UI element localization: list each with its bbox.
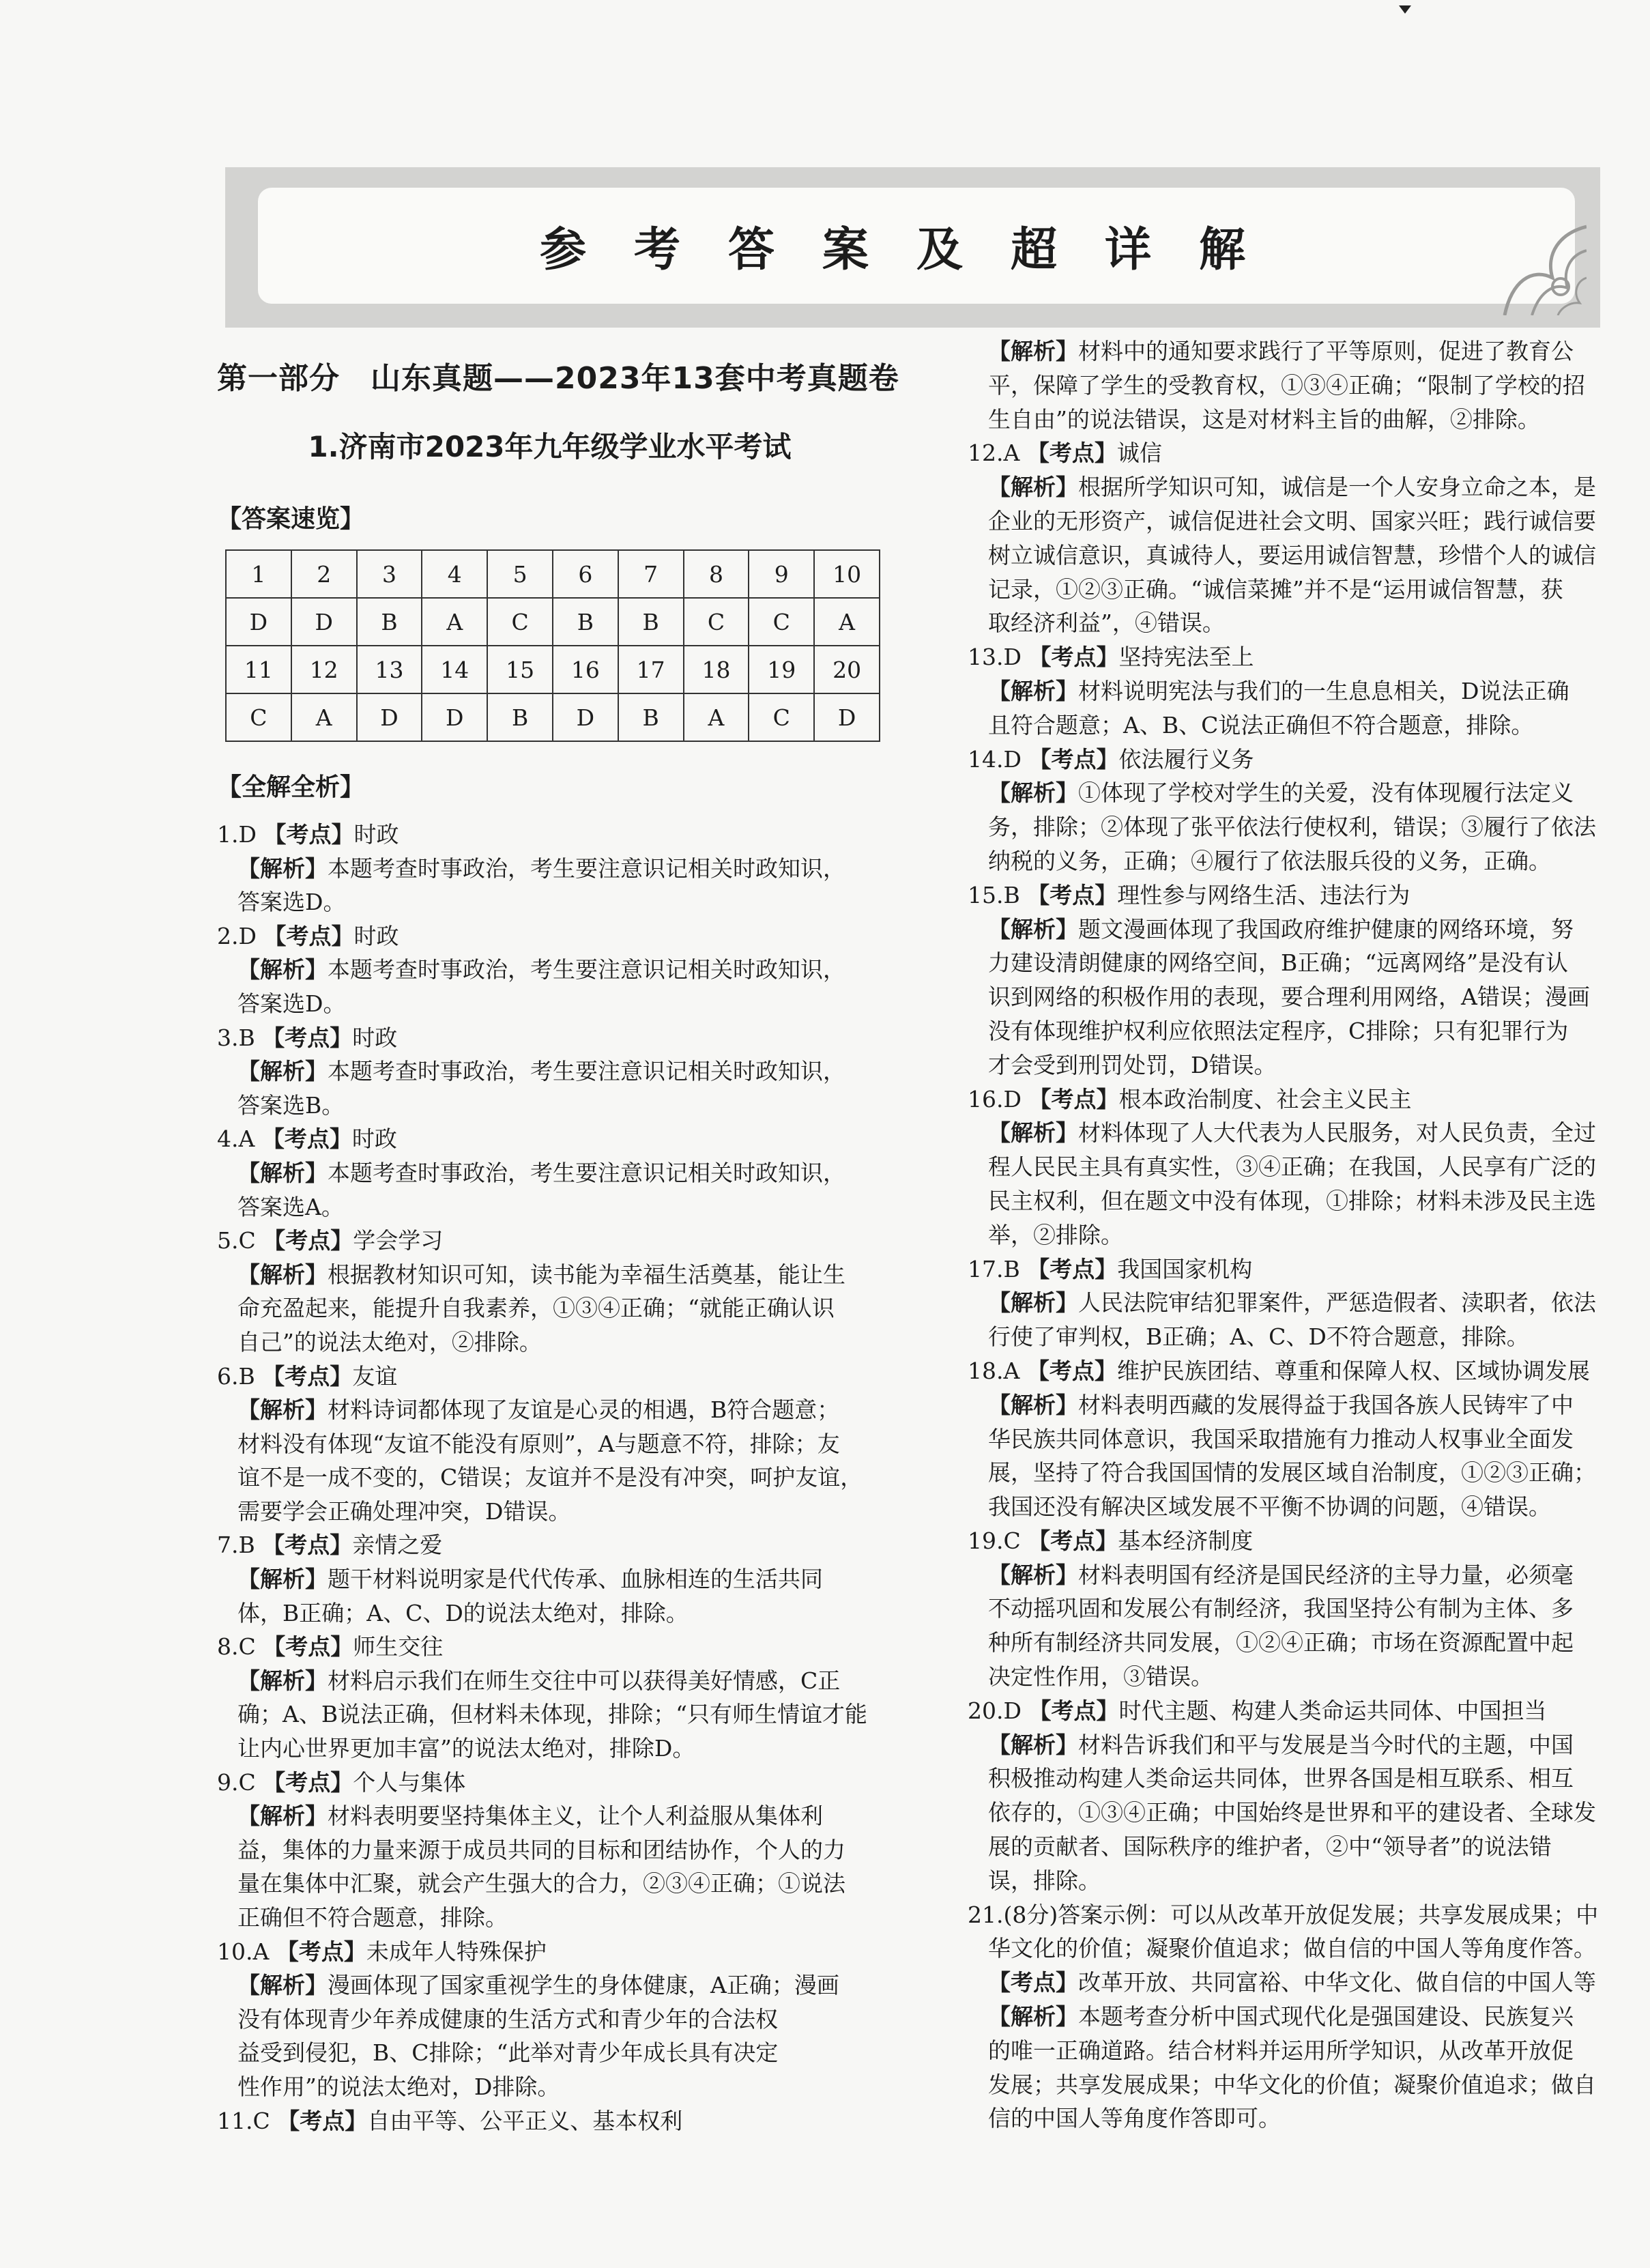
answer-table-row [226, 598, 880, 646]
answer-table-cell: B [487, 693, 553, 741]
analysis-line: 纳税的义务，正确；④履行了依法服兵役的义务，正确。 [988, 847, 1551, 874]
analysis-line: 8.C 【考点】师生交往 [217, 1633, 444, 1661]
analysis-line: 行使了审判权，B正确；A、C、D不符合题意，排除。 [988, 1323, 1529, 1351]
answer-table [225, 549, 880, 742]
analysis-line: 量在集体中汇聚，就会产生强大的合力，②③④正确；①说法 [237, 1870, 845, 1897]
analysis-line: 依存的，①③④正确；中国始终是世界和平的建设者、全球发 [988, 1799, 1596, 1826]
answer-table-cell: 7 [618, 550, 684, 598]
analysis-line: 【解析】材料告诉我们和平与发展是当今时代的主题，中国 [988, 1731, 1574, 1758]
answer-table-cell: C [487, 598, 553, 646]
answer-table-cell: D [814, 693, 880, 741]
answer-table-cell: 20 [814, 646, 880, 693]
analysis-line: 【解析】本题考查时事政治，考生要注意识记相关时政知识， [237, 1159, 845, 1186]
answer-table-cell: C [684, 598, 749, 646]
analysis-line: 答案选D。 [237, 889, 346, 916]
analysis-line: 发展；共享发展成果；中华文化的价值；凝聚价值追求；做自 [988, 2071, 1596, 2098]
analysis-line: 【解析】材料体现了人大代表为人民服务，对人民负责，全过 [988, 1119, 1596, 1147]
analysis-line: 答案选B。 [237, 1091, 345, 1119]
analysis-line: 【解析】材料诗词都体现了友谊是心灵的相遇，B符合题意； [237, 1396, 840, 1424]
answer-table-cell: 3 [357, 550, 422, 598]
answer-table-cell: C [749, 693, 814, 741]
answer-table-cell: 2 [291, 550, 357, 598]
analysis-line: 【解析】根据教材知识可知，读书能为幸福生活奠基，能让生 [237, 1261, 845, 1288]
exam-title: 1.济南市2023年九年级学业水平考试 [308, 430, 792, 463]
analysis-line: 19.C 【考点】基本经济制度 [968, 1527, 1254, 1554]
analysis-line: 展的贡献者、国际秩序的维护者，②中“领导者”的说法错 [988, 1833, 1552, 1861]
analysis-line: 才会受到刑罚处罚，D错误。 [988, 1051, 1277, 1078]
analysis-line: 误，排除。 [988, 1867, 1101, 1894]
analysis-line: 性作用”的说法太绝对，D排除。 [237, 2073, 560, 2100]
analysis-line: 11.C 【考点】自由平等、公平正义、基本权利 [217, 2107, 683, 2134]
analysis-line: 我国还没有解决区域发展不平衡不协调的问题，④错误。 [988, 1493, 1551, 1521]
answer-table-cell: 5 [487, 550, 553, 598]
analysis-line: 16.D 【考点】根本政治制度、社会主义民主 [968, 1085, 1412, 1113]
analysis-line: 种所有制经济共同发展，①②④正确；市场在资源配置中起 [988, 1629, 1574, 1656]
answer-table-cell: 17 [618, 646, 684, 693]
analysis-line: 【解析】材料表明要坚持集体主义，让个人利益服从集体利 [237, 1803, 823, 1830]
analysis-line: 10.A 【考点】未成年人特殊保护 [217, 1938, 547, 1965]
analysis-line: 树立诚信意识，真诚待人，要运用诚信智慧，珍惜个人的诚信 [988, 541, 1596, 569]
analysis-line: 18.A 【考点】维护民族团结、尊重和保障人权、区域协调发展 [968, 1357, 1590, 1384]
analysis-line: 21.(8分)答案示例：可以从改革开放促发展；共享发展成果；中 [968, 1901, 1599, 1928]
analysis-line: 力建设清朗健康的网络空间，B正确；“远离网络”是没有认 [988, 949, 1568, 977]
analysis-line: 自己”的说法太绝对，②排除。 [237, 1328, 542, 1355]
analysis-line: 让内心世界更加丰富”的说法太绝对，排除D。 [237, 1735, 695, 1762]
answer-table-cell: 1 [226, 550, 291, 598]
analysis-line: 确；A、B说法正确，但材料未体现，排除；“只有师生情谊才能 [237, 1701, 867, 1728]
answer-table-cell: 8 [684, 550, 749, 598]
answer-table-cell: D [357, 693, 422, 741]
left-analysis-text [217, 818, 882, 2138]
analysis-line: 14.D 【考点】依法履行义务 [968, 745, 1254, 773]
analysis-line: 13.D 【考点】坚持宪法至上 [968, 644, 1254, 671]
analysis-line: 民主权利，但在题文中没有体现，①排除；材料未涉及民主选 [988, 1187, 1596, 1214]
analysis-line: 举，②排除。 [988, 1221, 1123, 1248]
analysis-line: 益，集体的力量来源于成员共同的目标和团结协作，个人的力 [237, 1836, 845, 1863]
answer-table-cell: A [291, 693, 357, 741]
answer-table-cell: 15 [487, 646, 553, 693]
analysis-line: 平，保障了学生的受教育权，①③④正确；“限制了学校的招 [988, 371, 1585, 399]
answer-table-cell: D [226, 598, 291, 646]
analysis-line: 没有体现青少年养成健康的生活方式和青少年的合法权 [237, 2005, 778, 2033]
analysis-line: 答案选A。 [237, 1193, 344, 1220]
analysis-line: 9.C 【考点】个人与集体 [217, 1768, 466, 1796]
answer-table-cell: 11 [226, 646, 291, 693]
analysis-line: 4.A 【考点】时政 [217, 1125, 397, 1153]
answer-table-cell: B [618, 693, 684, 741]
analysis-line: 【解析】材料表明国有经济是国民经济的主导力量，必须毫 [988, 1561, 1574, 1588]
answer-overview-label: 【答案速览】 [217, 505, 365, 533]
analysis-line: 【解析】根据所学知识可知，诚信是一个人安身立命之本，是 [988, 474, 1596, 501]
part-title: 第一部分 山东真题——2023年13套中考真题卷 [217, 361, 899, 396]
analysis-line: 益受到侵犯，B、C排除；“此举对青少年成长具有决定 [237, 2039, 779, 2067]
analysis-line: 谊不是一成不变的，C错误；友谊并不是没有冲突，呵护友谊， [237, 1464, 863, 1491]
answer-table-cell: 13 [357, 646, 422, 693]
analysis-line: 取经济利益”，④错误。 [988, 609, 1225, 637]
analysis-line: 记录，①②③正确。“诚信菜摊”并不是“运用诚信智慧，获 [988, 575, 1563, 603]
answer-table-cell: 12 [291, 646, 357, 693]
analysis-line: 12.A 【考点】诚信 [968, 440, 1162, 467]
answer-table-row [226, 550, 880, 598]
analysis-line: 企业的无形资产，诚信促进社会文明、国家兴旺；践行诚信要 [988, 507, 1596, 534]
analysis-line: 决定性作用，③错误。 [988, 1663, 1213, 1691]
analysis-line: 体，B正确；A、C、D的说法太绝对，排除。 [237, 1599, 689, 1626]
right-column [968, 334, 1606, 2136]
analysis-line: 【解析】题干材料说明家是代代传承、血脉相连的生活共同 [237, 1566, 823, 1593]
page-title: 参考答案及超详解 [539, 223, 1293, 277]
analysis-line: 【解析】漫画体现了国家重视学生的身体健康，A正确；漫画 [237, 1972, 839, 1999]
analysis-line: 不动摇巩固和发展公有制经济，我国坚持公有制为主体、多 [988, 1595, 1574, 1622]
answer-table-row [226, 693, 880, 741]
answer-table-cell: D [291, 598, 357, 646]
answer-table-cell: 16 [553, 646, 618, 693]
answer-table-cell: C [749, 598, 814, 646]
analysis-line: 【解析】材料说明宪法与我们的一生息息相关，D说法正确 [988, 677, 1569, 704]
analysis-line: 华民族共同体意识，我国采取措施有力推动人权事业全面发 [988, 1425, 1574, 1452]
analysis-line: 2.D 【考点】时政 [217, 922, 399, 949]
analysis-line: 20.D 【考点】时代主题、构建人类命运共同体、中国担当 [968, 1697, 1547, 1724]
analysis-line: 【考点】改革开放、共同富裕、中华文化、做自信的中国人等 [988, 1969, 1596, 1996]
analysis-line: 【解析】题文漫画体现了我国政府维护健康的网络环境，努 [988, 915, 1574, 943]
title-banner-inner [258, 188, 1575, 304]
analysis-line: 【解析】人民法院审结犯罪案件，严惩造假者、渎职者，依法 [988, 1289, 1596, 1317]
analysis-line: 【解析】①体现了学校对学生的关爱，没有体现履行法定义 [988, 779, 1574, 807]
analysis-line: 程人民民主具有真实性，③④正确；在我国，人民享有广泛的 [988, 1153, 1596, 1181]
full-analysis-label: 【全解全析】 [217, 773, 365, 801]
answer-table-cell: D [422, 693, 487, 741]
analysis-line: 1.D 【考点】时政 [217, 821, 399, 848]
answer-table-cell: 10 [814, 550, 880, 598]
analysis-line: 7.B 【考点】亲情之爱 [217, 1532, 443, 1559]
analysis-line: 积极推动构建人类命运共同体，世界各国是相互联系、相互 [988, 1765, 1574, 1792]
answer-table-cell: B [618, 598, 684, 646]
analysis-line: 需要学会正确处理冲突，D错误。 [237, 1497, 571, 1525]
title-banner [225, 167, 1600, 328]
analysis-line: 【解析】材料表明西藏的发展得益于我国各族人民铸牢了中 [988, 1391, 1574, 1418]
analysis-line: 的唯一正确道路。结合材料并运用所学知识，从改革开放促 [988, 2037, 1574, 2064]
analysis-line: 【解析】材料启示我们在师生交往中可以获得美好情感，C正 [237, 1667, 841, 1694]
answer-table-cell: B [357, 598, 422, 646]
analysis-line: 命充盈起来，能提升自我素养，①③④正确；“就能正确认识 [237, 1295, 835, 1322]
analysis-line: 17.B 【考点】我国国家机构 [968, 1255, 1253, 1282]
answer-table-cell: C [226, 693, 291, 741]
answer-table-cell: 14 [422, 646, 487, 693]
analysis-line: 展，坚持了符合我国国情的发展区域自治制度，①②③正确； [988, 1459, 1596, 1487]
right-analysis-text [968, 334, 1606, 2136]
analysis-line: 【解析】材料中的通知要求践行了平等原则，促进了教育公 [988, 338, 1574, 364]
answer-table-cell: 18 [684, 646, 749, 693]
analysis-line: 5.C 【考点】学会学习 [217, 1227, 444, 1254]
analysis-line: 【解析】本题考查时事政治，考生要注意识记相关时政知识， [237, 1058, 845, 1085]
answer-table-cell: 19 [749, 646, 814, 693]
analysis-line: 【解析】本题考查分析中国式现代化是强国建设、民族复兴 [988, 2003, 1574, 2030]
answer-table-cell: D [553, 693, 618, 741]
analysis-line: 务，排除；②体现了张平依法行使权利，错误；③履行了依法 [988, 814, 1596, 841]
analysis-line: 华文化的价值；凝聚价值追求；做自信的中国人等角度作答。 [988, 1935, 1596, 1962]
answer-table-cell: A [422, 598, 487, 646]
analysis-line: 【解析】本题考查时事政治，考生要注意识记相关时政知识， [237, 956, 845, 984]
analysis-line: 15.B 【考点】理性参与网络生活、违法行为 [968, 881, 1410, 908]
triangle-mark-icon [1399, 5, 1411, 14]
analysis-line: 6.B 【考点】友谊 [217, 1362, 398, 1390]
answer-table-cell: A [684, 693, 749, 741]
answer-table-cell: 4 [422, 550, 487, 598]
answer-table-cell: 9 [749, 550, 814, 598]
analysis-line: 3.B 【考点】时政 [217, 1024, 398, 1051]
analysis-line: 且符合题意；A、B、C说法正确但不符合题意，排除。 [988, 711, 1534, 738]
answer-table-cell: 6 [553, 550, 618, 598]
answer-table-cell: A [814, 598, 880, 646]
left-column [217, 341, 899, 2138]
analysis-line: 材料没有体现“友谊不能没有原则”，A与题意不符，排除；友 [237, 1430, 840, 1457]
answer-table-cell: B [553, 598, 618, 646]
answer-table-row [226, 646, 880, 693]
corner-ornament-icon [1484, 213, 1587, 315]
analysis-line: 信的中国人等角度作答即可。 [988, 2105, 1281, 2132]
analysis-line: 答案选D。 [237, 990, 346, 1017]
analysis-line: 【解析】本题考查时事政治，考生要注意识记相关时政知识， [237, 855, 845, 882]
analysis-line: 没有体现维护权利应依照法定程序，C排除；只有犯罪行为 [988, 1017, 1569, 1044]
analysis-line: 识到网络的积极作用的表现，要合理利用网络，A错误；漫画 [988, 984, 1590, 1011]
analysis-line: 正确但不符合题意，排除。 [237, 1904, 508, 1931]
analysis-line: 生自由”的说法错误，这是对材料主旨的曲解，②排除。 [988, 405, 1540, 433]
